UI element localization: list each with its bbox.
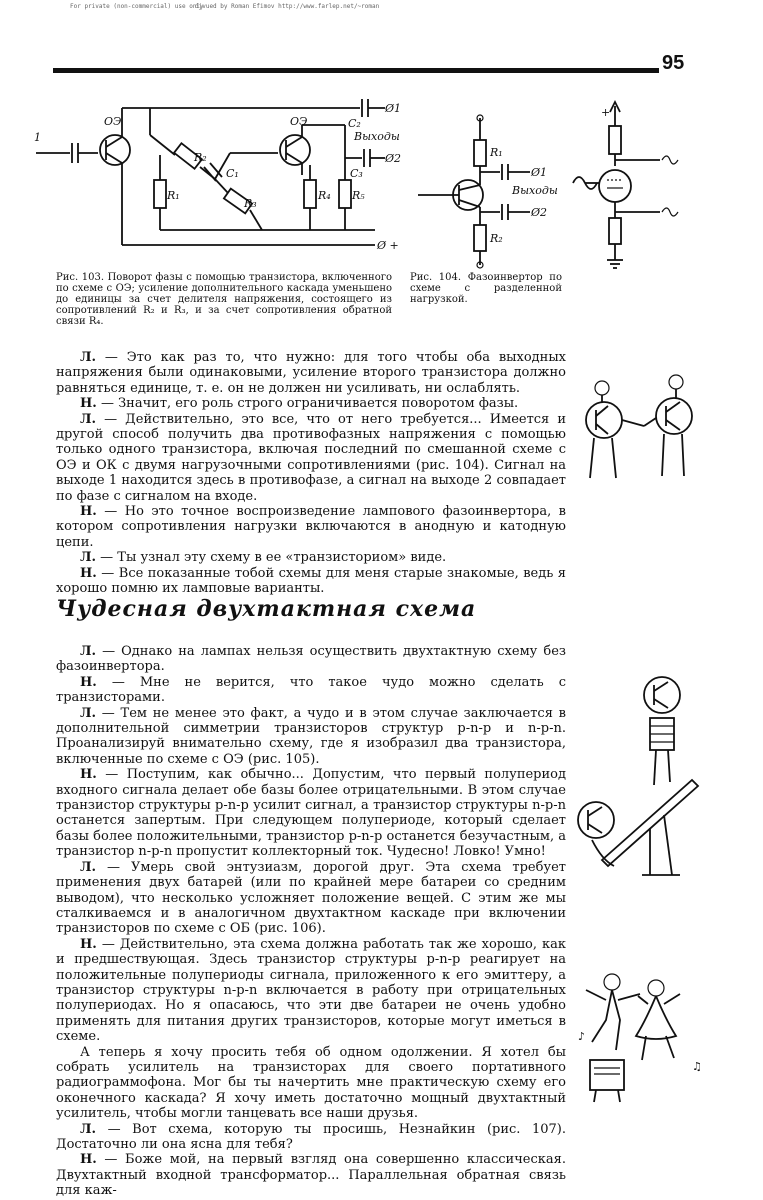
paragraph-text: — Умерь свой энтузиазм, дорогой друг. Эта схема требует применения двух батарей (или по крайней мере батареи со средним выводом), что несколько усложняет положение вещей. С этим же мы сталкиваемся и в аналогичном двухтактном каскаде при включении транзисторов по схеме с ОБ (рис. 106). bbox=[56, 859, 566, 937]
paragraph bbox=[56, 566, 566, 597]
svg-text:♪: ♪ bbox=[578, 1030, 586, 1043]
dialogue-block-1 bbox=[56, 350, 566, 597]
fig103-out1-label: Ø1 bbox=[385, 102, 402, 115]
fig103-c2-label: C₂ bbox=[348, 117, 361, 130]
fig103-r1-label: R₁ bbox=[167, 189, 180, 202]
paragraph-text: — Боже мой, на первый взгляд она совершенно классическая. Двухтактный входной трансформатор... Параллельная обратная связь для каж- bbox=[56, 1152, 566, 1199]
fig103-c1-label: C₁ bbox=[226, 167, 239, 180]
paragraph bbox=[56, 350, 566, 396]
figure-103-caption: Рис. 103. Поворот фазы с помощью транзистора, включенного по схеме с ОЭ; усиление дополнительного каскада уменьшено до единицы за счет делителя напряжения, состоящего из сопротивлений R₂ и R₃, и за счет сопротивления обратной связи R₄. bbox=[56, 272, 392, 327]
paragraph-text: — Действительно, это все, что от него требуется... Имеется и другой способ получить два противофазных напряжения с помощью только одного транзистора, включая последний по смешанной схеме с ОЭ и ОК с двумя нагрузочными сопротивлениями (рис. 104). Сигнал на выходе 1 находится здесь в противофазе, а сигнал на выходе 2 совпадает по фазе с сигналом на входе. bbox=[56, 411, 566, 504]
paragraph bbox=[56, 1122, 566, 1153]
paragraph-text: — Мне не верится, что такое чудо можно сделать с транзисторами. bbox=[56, 674, 566, 706]
paragraph-text: — Это как раз то, что нужно: для того чтобы оба выходных напряжения были одинаковыми, усиление второго транзистора должно равняться единице, т. е. он не должен ни усиливать, ни ослаблять. bbox=[56, 350, 566, 396]
fig103-oe1-label: ОЭ bbox=[104, 115, 122, 128]
speaker: Н. bbox=[80, 396, 97, 412]
section-heading: Чудесная двухтактная схема bbox=[56, 596, 477, 622]
figure-103-circuit bbox=[0, 95, 410, 265]
watermark-left: For private (non-commercial) use only bbox=[70, 3, 204, 10]
page-number: 95 bbox=[662, 52, 685, 74]
tube-phase-inverter-drawing bbox=[565, 98, 695, 278]
fig104-out1-label: Ø1 bbox=[531, 166, 548, 179]
fig104-r1-label: R₁ bbox=[490, 146, 503, 159]
paragraph bbox=[56, 396, 566, 411]
figure-104-circuit bbox=[410, 110, 560, 270]
paragraph-text: — Все показанные тобой схемы для меня старые знакомые, ведь я хорошо помню их ламповые варианты. bbox=[56, 565, 566, 597]
speaker: Н. bbox=[80, 504, 97, 520]
speaker: Н. bbox=[80, 1152, 97, 1168]
paragraph-text: — Ты узнал эту схему в ее «транзисториом» виде. bbox=[96, 550, 447, 566]
speaker: Л. bbox=[80, 644, 97, 659]
paragraph bbox=[56, 644, 566, 675]
fig104-out2-label: Ø2 bbox=[531, 206, 548, 219]
fig103-r5-label: R₅ bbox=[352, 189, 365, 202]
fig103-input-label: 1 bbox=[34, 131, 41, 144]
svg-text:♫: ♫ bbox=[692, 1060, 702, 1073]
paragraph-text: — Но это точное воспроизведение лампового фазоинвертора, в котором сопротивления нагрузки включаются в анодную и катодную цепи. bbox=[56, 504, 566, 550]
paragraph-text: — Вот схема, которую ты просишь, Незнайкин (рис. 107). Достаточно ли она ясна для тебя? bbox=[56, 1121, 566, 1152]
paragraph bbox=[56, 1152, 566, 1198]
paragraph-text: — Тем не менее это факт, а чудо и в этом случае заключается в дополнительной симметрии транзисторов структур p-n-p и n-p-n. Проанализируй внимательно схему, где я изобразил два транзистора, включенные по схеме с ОЭ (рис. 105). bbox=[56, 705, 566, 767]
speaker: Л. bbox=[80, 411, 97, 427]
paragraph bbox=[56, 706, 566, 768]
paragraph bbox=[56, 550, 566, 565]
cartoon-transistors-handshake bbox=[572, 360, 722, 490]
paragraph-text: — Поступим, как обычно... Допустим, что первый полупериод входного сигнала делает обе базы более отрицательными. В этом случае транзистор структуры p-n-p усилит сигнал, а транзистор структуры n-p-n останется запертым. При следующем полупериоде, который сделает базы более положительными, транзистор p-n-p останется безучастным, а транзистор n-p-n пропустит коллекторный ток. Чудесно! Ловко! Умно! bbox=[56, 767, 566, 860]
speaker: Н. bbox=[80, 674, 97, 690]
paragraph bbox=[56, 767, 566, 859]
cartoon-dancing-radiogram bbox=[572, 960, 722, 1120]
fig103-r3-label: R₃ bbox=[244, 197, 257, 210]
paragraph-text: — Действительно, эта схема должна работать так же хорошо, как и предшествующая. Здесь транзистор структуры p-n-p реагирует на положительные полупериоды сигнала, приложенного к его эмиттеру, а транзистор структуры n-p-n включается в работу при отрицательных полупериодах. Но я опасаюсь, что эти две батареи не очень удобно применять для питания других транзисторов, которые могут иметься в схеме. bbox=[56, 936, 566, 1045]
watermark-right: djvued by Roman Efimov http://www.farlep.net/~roman bbox=[195, 3, 380, 10]
dialogue-block-2 bbox=[56, 644, 566, 1199]
speaker: Н. bbox=[80, 936, 97, 952]
paragraph bbox=[56, 937, 566, 1045]
fig103-c3-label: C₃ bbox=[350, 167, 363, 180]
paragraph bbox=[56, 504, 566, 550]
cartoon-transistors-seesaw bbox=[572, 660, 722, 900]
speaker: Л. bbox=[80, 1121, 97, 1137]
svg-text:+: + bbox=[601, 106, 611, 119]
speaker: Н. bbox=[80, 767, 97, 783]
fig103-out2-label: Ø2 bbox=[385, 152, 402, 165]
fig104-outputs-label: Выходы bbox=[512, 184, 558, 197]
paragraph bbox=[56, 412, 566, 504]
header-rule bbox=[53, 68, 659, 73]
fig104-r2-label: R₂ bbox=[490, 232, 503, 245]
speaker: Л. bbox=[80, 350, 97, 365]
paragraph bbox=[56, 675, 566, 706]
fig103-r4-label: R₄ bbox=[318, 189, 331, 202]
fig103-plus-label: Ø + bbox=[377, 239, 399, 252]
paragraph-text: А теперь я хочу просить тебя об одном одолжении. Я хотел бы собрать усилитель на транзисторах для своего портативного радиограммофона. Мог бы ты начертить мне практическую схему его оконечного каскада? Я хочу иметь достаточно мощный двухтактный усилитель, чтобы могли танцевать все наши друзья. bbox=[56, 1044, 566, 1122]
paragraph-text: — Значит, его роль строго ограничивается поворотом фазы. bbox=[96, 396, 519, 412]
speaker: Л. bbox=[80, 705, 97, 721]
fig103-oe2-label: ОЭ bbox=[290, 115, 308, 128]
paragraph bbox=[56, 860, 566, 937]
fig103-r2-label: R₂ bbox=[194, 151, 207, 164]
speaker: Л. bbox=[80, 550, 97, 566]
speaker: Н. bbox=[80, 565, 97, 581]
paragraph-text: — Однако на лампах нельзя осуществить двухтактную схему без фазоинвертора. bbox=[56, 644, 566, 675]
fig103-outputs-label: Выходы bbox=[354, 130, 400, 143]
figure-104-caption: Рис. 104. Фазоинвертор по схеме с разделенной нагрузкой. bbox=[410, 272, 562, 305]
speaker: Л. bbox=[80, 859, 97, 875]
paragraph bbox=[56, 1045, 566, 1122]
